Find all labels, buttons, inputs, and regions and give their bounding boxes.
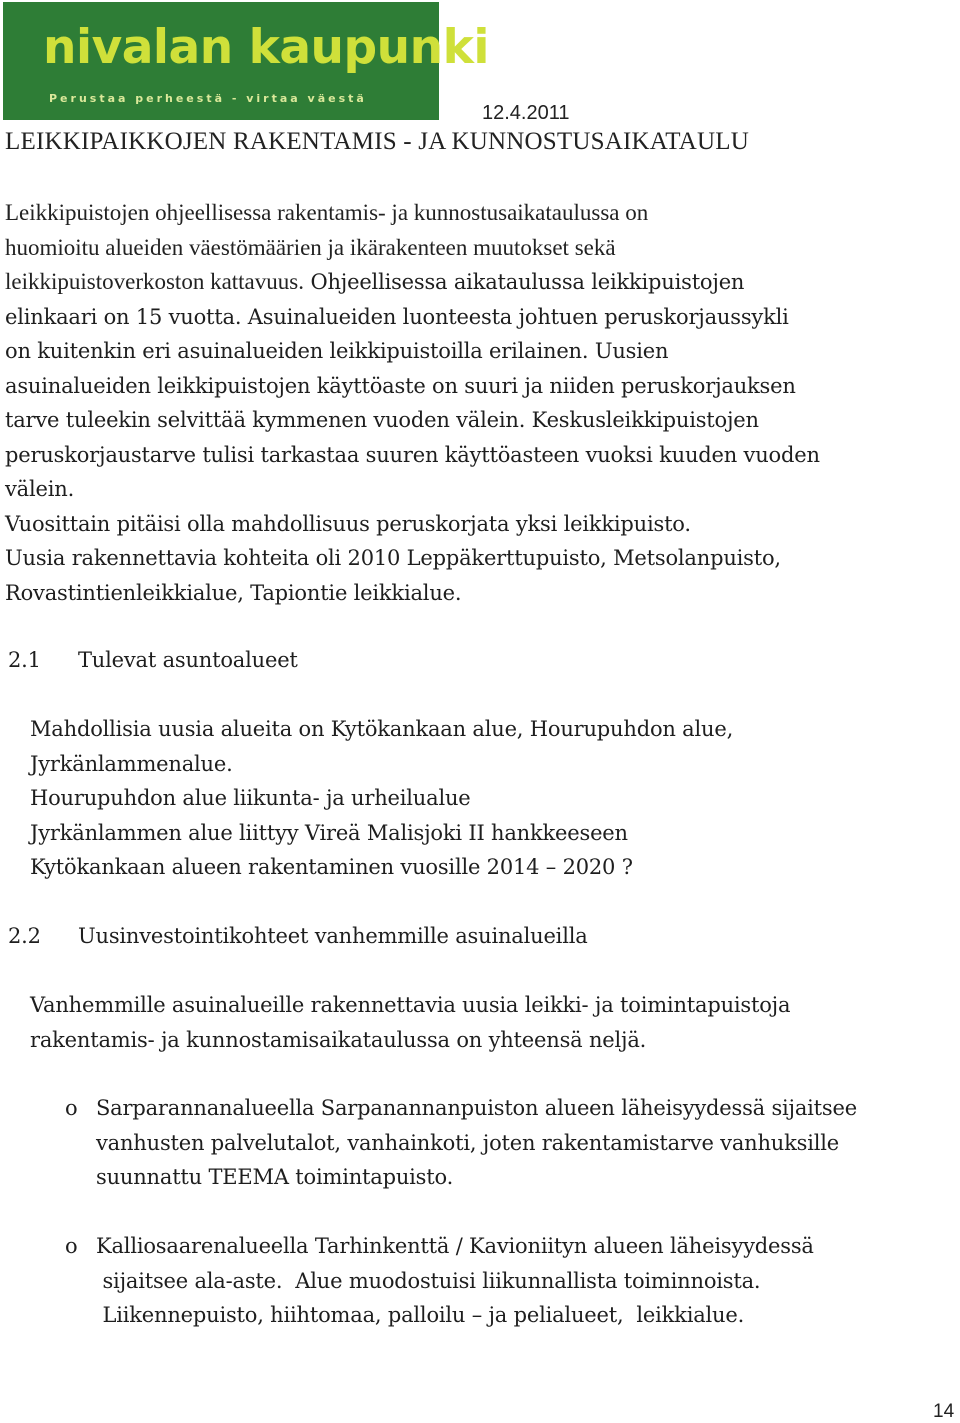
section-number: 2.1 <box>8 648 41 672</box>
document-title: LEIKKIPAIKKOJEN RAKENTAMIS - JA KUNNOSTUSAIKATAULU <box>5 128 749 155</box>
body-line: Jyrkänlammenalue. <box>30 751 233 776</box>
bullet-marker: o <box>65 1234 78 1258</box>
section-title: Uusinvestointikohteet vanhemmille asuinalueilla <box>78 924 588 948</box>
intro-paragraph <box>5 196 820 610</box>
section-2-1-body <box>30 712 733 885</box>
intro-line: Rovastintienleikkialue, Tapiontie leikkialue. <box>5 580 462 605</box>
page-number: 14 <box>933 1401 955 1422</box>
bullet-line: suunnattu TEEMA toimintapuisto. <box>96 1165 454 1189</box>
intro-line: Vuosittain pitäisi olla mahdollisuus peruskorjata yksi leikkipuisto. <box>5 511 691 536</box>
intro-line: on kuitenkin eri asuinalueiden leikkipuistoilla erilainen. Uusien <box>5 339 669 363</box>
intro-line: Uusia rakennettavia kohteita oli 2010 Leppäkerttupuisto, Metsolanpuisto, <box>5 546 781 570</box>
bullet-line: Kalliosaarenalueella Tarhinkenttä / Kavioniityn alueen läheisyydessä <box>96 1234 814 1258</box>
body-line: Mahdollisia uusia alueita on Kytökankaan alue, Hourupuhdon alue, <box>30 717 734 741</box>
intro-line: elinkaari on 15 vuotta. Asuinalueiden luonteesta johtuen peruskorjaussykli <box>5 304 789 329</box>
bullet-text <box>96 1229 814 1333</box>
city-logo <box>3 2 489 120</box>
document-date: 12.4.2011 <box>482 102 570 124</box>
logo-name: nivalan kaupunki <box>43 20 489 75</box>
body-line: Hourupuhdon alue liikunta- ja urheilualue <box>30 786 471 810</box>
bullet-item <box>0 1091 960 1201</box>
bullet-item <box>0 1229 960 1339</box>
section-heading-2-1 <box>0 643 960 678</box>
bullet-line: Liikennepuisto, hiihtomaa, palloilu – ja pelialueet, leikkialue. <box>96 1303 745 1327</box>
intro-line: välein. <box>5 477 75 501</box>
body-line: Kytökankaan alueen rakentaminen vuosille 2014 – 2020 ? <box>30 855 633 879</box>
bullet-line: Sarparannanalueella Sarpanannanpuiston alueen läheisyydessä sijaitsee <box>96 1096 857 1120</box>
intro-line-part: leikkipuistoverkoston kattavuus. <box>5 269 304 294</box>
body-line: Jyrkänlammen alue liittyy Vireä Malisjoki II hankkeeseen <box>30 820 628 845</box>
intro-line-part: Ohjeellisessa aikataulussa leikkipuistojen <box>303 270 745 294</box>
logo-slogan: Perustaa perheestä - virtaa väestä <box>49 92 367 105</box>
bullet-line: vanhusten palvelutalot, vanhainkoti, joten rakentamistarve vanhuksille <box>96 1130 840 1155</box>
bullet-text <box>96 1091 857 1195</box>
intro-line: tarve tuleekin selvittää kymmenen vuoden välein. Keskusleikkipuistojen <box>5 408 759 432</box>
bullet-marker: o <box>65 1096 78 1120</box>
intro-line <box>5 265 820 300</box>
section-title: Tulevat asuntoalueet <box>78 648 298 672</box>
section-2-2-body <box>30 988 790 1057</box>
intro-line: asuinalueiden leikkipuistojen käyttöaste on suuri ja niiden peruskorjauksen <box>5 373 796 398</box>
bullet-line: sijaitsee ala-aste. Alue muodostuisi liikunnallista toiminnoista. <box>96 1268 761 1293</box>
intro-line: huomioitu alueiden väestömäärien ja ikärakenteen muutokset sekä <box>5 234 616 260</box>
intro-line: peruskorjaustarve tulisi tarkastaa suuren käyttöasteen vuoksi kuuden vuoden <box>5 442 820 467</box>
section-number: 2.2 <box>8 924 41 948</box>
body-line: Vanhemmille asuinalueille rakennettavia uusia leikki- ja toimintapuistoja <box>30 993 791 1017</box>
section-heading-2-2 <box>0 919 960 954</box>
body-line: rakentamis- ja kunnostamisaikataulussa on yhteensä neljä. <box>30 1027 647 1052</box>
intro-line: Leikkipuistojen ohjeellisessa rakentamis- ja kunnostusaikataulussa on <box>5 200 649 225</box>
